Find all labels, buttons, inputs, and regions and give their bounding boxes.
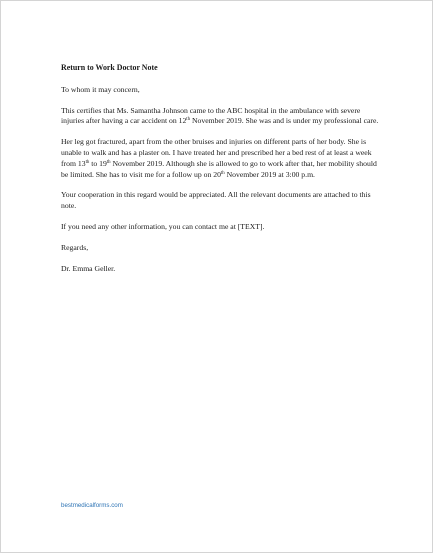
paragraph-text: Her leg got fractured, apart from the other bruises and injuries on different parts of her body. She is unable to walk and has a plaster on. I have treated her and prescribed her a bed rest of at least a week from 13	[61, 137, 372, 168]
paragraph-text: November 2019 at 3:00 p.m.	[224, 169, 315, 179]
paragraph-injury-details	[61, 137, 379, 180]
signature-name: Dr. Emma Geller.	[61, 263, 116, 273]
paragraph-certification	[61, 106, 379, 128]
paragraph-text: November 2019. Although she is allowed to go to work after that, her mobility should be limited. She has to visit me for a follow up on 20	[61, 158, 377, 179]
paragraph-cooperation: Your cooperation in this regard would be appreciated. All the relevant documents are attached to this note.	[61, 190, 371, 211]
paragraph-text: November 2019. She was and is under my professional care.	[190, 116, 379, 126]
footer-website-link[interactable]: bestmedicalforms.com	[61, 502, 123, 509]
paragraph-contact: If you need any other information, you can contact me at [TEXT].	[61, 221, 265, 231]
document-title: Return to Work Doctor Note	[61, 63, 158, 72]
paragraph-text: to 19	[89, 158, 107, 168]
closing: Regards,	[61, 242, 89, 252]
letter-body	[61, 63, 379, 284]
ordinal-suffix: th	[106, 159, 111, 165]
paragraph-text: This certifies that Ms. Samantha Johnson came to the ABC hospital in the ambulance with severe injuries after having a car accident on 12	[61, 105, 361, 126]
ordinal-suffix: th	[186, 117, 191, 123]
ordinal-suffix: th	[85, 159, 90, 165]
ordinal-suffix: th	[220, 170, 225, 176]
salutation: To whom it may concern,	[61, 84, 140, 94]
